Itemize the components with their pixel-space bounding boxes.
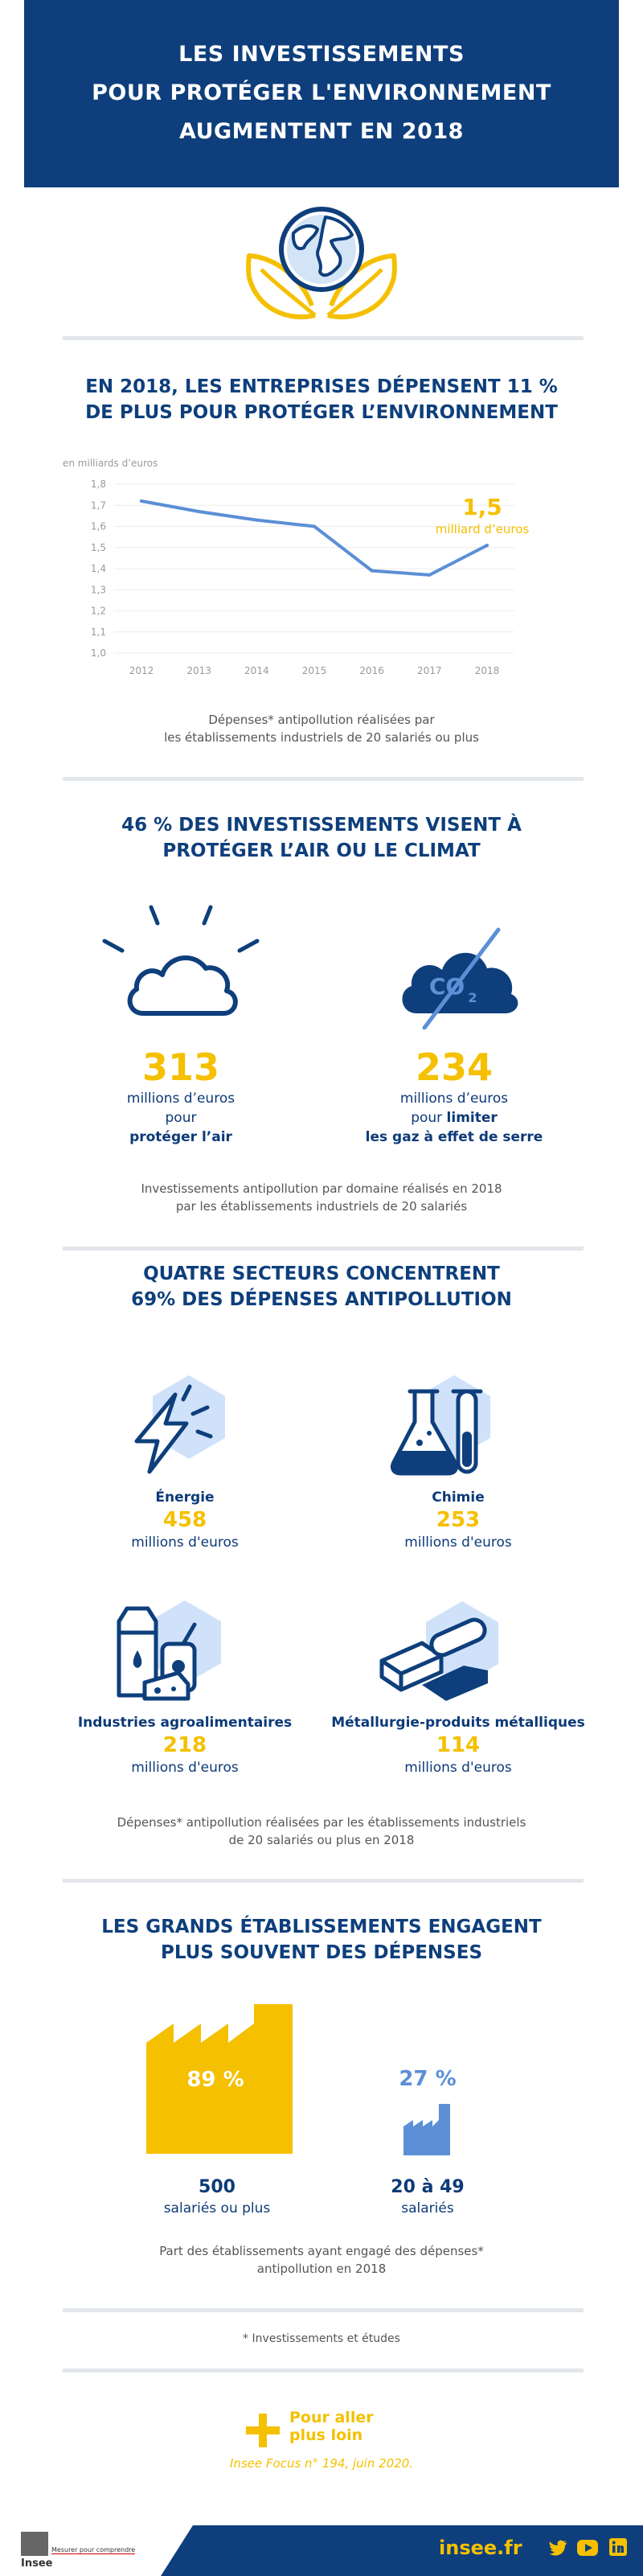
more-info-link[interactable]: Pour aller plus loin	[246, 2409, 415, 2449]
metallurgy-icon	[374, 1596, 510, 1701]
y-tick-label: 1,4	[90, 563, 106, 574]
y-tick-label: 1,1	[90, 626, 106, 638]
y-tick-label: 1,5	[90, 541, 106, 553]
cloud-sun-icon	[96, 901, 265, 1029]
divider	[63, 2369, 584, 2373]
sector-agrifood: Industries agroalimentaires 218 millions d'euros	[77, 1715, 293, 1776]
y-tick-label: 1,7	[90, 499, 106, 512]
linkedin-icon[interactable]	[609, 2538, 627, 2556]
data-point	[198, 510, 201, 513]
climate-stat: 234 millions d’euros pour limiter les gaz à effet de serre	[365, 1046, 543, 1145]
y-tick-label: 1,2	[90, 605, 106, 617]
data-point	[428, 573, 431, 577]
energy-icon	[121, 1367, 233, 1480]
footer	[0, 2525, 643, 2576]
co2-label: CO	[428, 973, 465, 1000]
chart-annotation: 1,5 milliard d’euros	[435, 494, 530, 536]
reference: Insee Focus n° 194, juin 2020.	[229, 2456, 414, 2471]
chemistry-icon	[378, 1367, 506, 1480]
insee-logo-text: Insee	[21, 2558, 53, 2570]
y-tick-labels	[91, 479, 106, 659]
small-percent: 27 %	[399, 2067, 457, 2091]
y-tick-label: 1,0	[90, 647, 106, 659]
sector-energy: Énergie 458 millions d'euros	[131, 1489, 239, 1551]
twitter-icon[interactable]	[548, 2540, 567, 2558]
divider	[63, 1879, 584, 1883]
y-tick-label: 1,3	[90, 584, 106, 596]
section-4-title: LES GRANDS ÉTABLISSEMENTS ENGAGENT PLUS SOUVENT DES DÉPENSES	[101, 1917, 542, 1963]
data-point	[140, 499, 143, 503]
data-point	[255, 519, 258, 522]
divider	[63, 2308, 584, 2312]
large-establishment-label: 500 salariés ou plus	[163, 2177, 271, 2217]
divider	[63, 336, 584, 340]
insee-logo-icon	[21, 2532, 48, 2556]
x-tick-label: 2013	[186, 665, 211, 676]
co2-subscript: 2	[468, 990, 477, 1005]
sector-chemistry: Chimie 253 millions d'euros	[404, 1489, 512, 1551]
footnote: * Investissements et études	[243, 2332, 400, 2345]
section-2-caption: Investissements antipollution par domaine réalisés en 2018 par les établissements industriels de 20 salariés	[141, 1181, 502, 1214]
section-3-caption: Dépenses* antipollution réalisées par les établissements industriels de 20 salariés ou plus en 2018	[117, 1815, 526, 1847]
agrifood-icon	[104, 1592, 233, 1705]
small-establishment-label: 20 à 49 salariés	[391, 2177, 465, 2217]
section-3-title: QUATRE SECTEURS CONCENTRENT 69% DES DÉPENSES ANTIPOLLUTION	[131, 1263, 512, 1310]
divider	[63, 777, 584, 781]
data-point	[371, 569, 374, 573]
investment-line-chart	[56, 450, 555, 684]
divider	[63, 1247, 584, 1251]
co2-cloud-icon	[392, 925, 521, 1029]
page-title: LES INVESTISSEMENTS POUR PROTÉGER L'ENVIRONNEMENT AUGMENTENT EN 2018	[92, 42, 551, 144]
section-1-title: EN 2018, LES ENTREPRISES DÉPENSENT 11 % DE PLUS POUR PROTÉGER L’ENVIRONNEMENT	[85, 376, 558, 423]
small-factory-icon	[402, 2102, 452, 2157]
x-tick-label: 2017	[417, 665, 442, 676]
section-1-caption: Dépenses* antipollution réalisées par les établissements industriels de 20 salariés ou plus	[164, 713, 479, 745]
x-tick-label: 2015	[301, 665, 327, 676]
y-axis-label: en milliards d’euros	[63, 458, 158, 469]
y-tick-label: 1,8	[90, 479, 106, 490]
section-4-caption: Part des établissements ayant engagé des dépenses* antipollution en 2018	[159, 2244, 484, 2276]
x-tick-labels	[129, 665, 500, 676]
x-tick-label: 2012	[129, 665, 154, 676]
large-factory-icon	[141, 2003, 302, 2155]
x-tick-label: 2014	[244, 665, 269, 676]
large-percent: 89 %	[186, 2068, 244, 2092]
section-2-title: 46 % DES INVESTISSEMENTS VISENT À PROTÉGER L’AIR OU LE CLIMAT	[121, 815, 522, 861]
globe-leaves-icon	[217, 201, 426, 326]
tagline: Mesurer pour comprendre	[51, 2546, 136, 2553]
sector-metallurgy: Métallurgie-produits métalliques 114 millions d'euros	[331, 1715, 585, 1776]
youtube-icon[interactable]	[577, 2540, 598, 2556]
air-stat: 313 millions d’euros pour protéger l’air	[126, 1046, 235, 1145]
data-point	[313, 525, 316, 528]
data-point	[485, 544, 489, 547]
site-link[interactable]: insee.fr	[439, 2537, 522, 2559]
x-tick-label: 2016	[359, 665, 384, 676]
y-tick-label: 1,6	[90, 520, 106, 532]
plus-icon	[246, 2414, 280, 2447]
x-tick-label: 2018	[474, 665, 500, 676]
